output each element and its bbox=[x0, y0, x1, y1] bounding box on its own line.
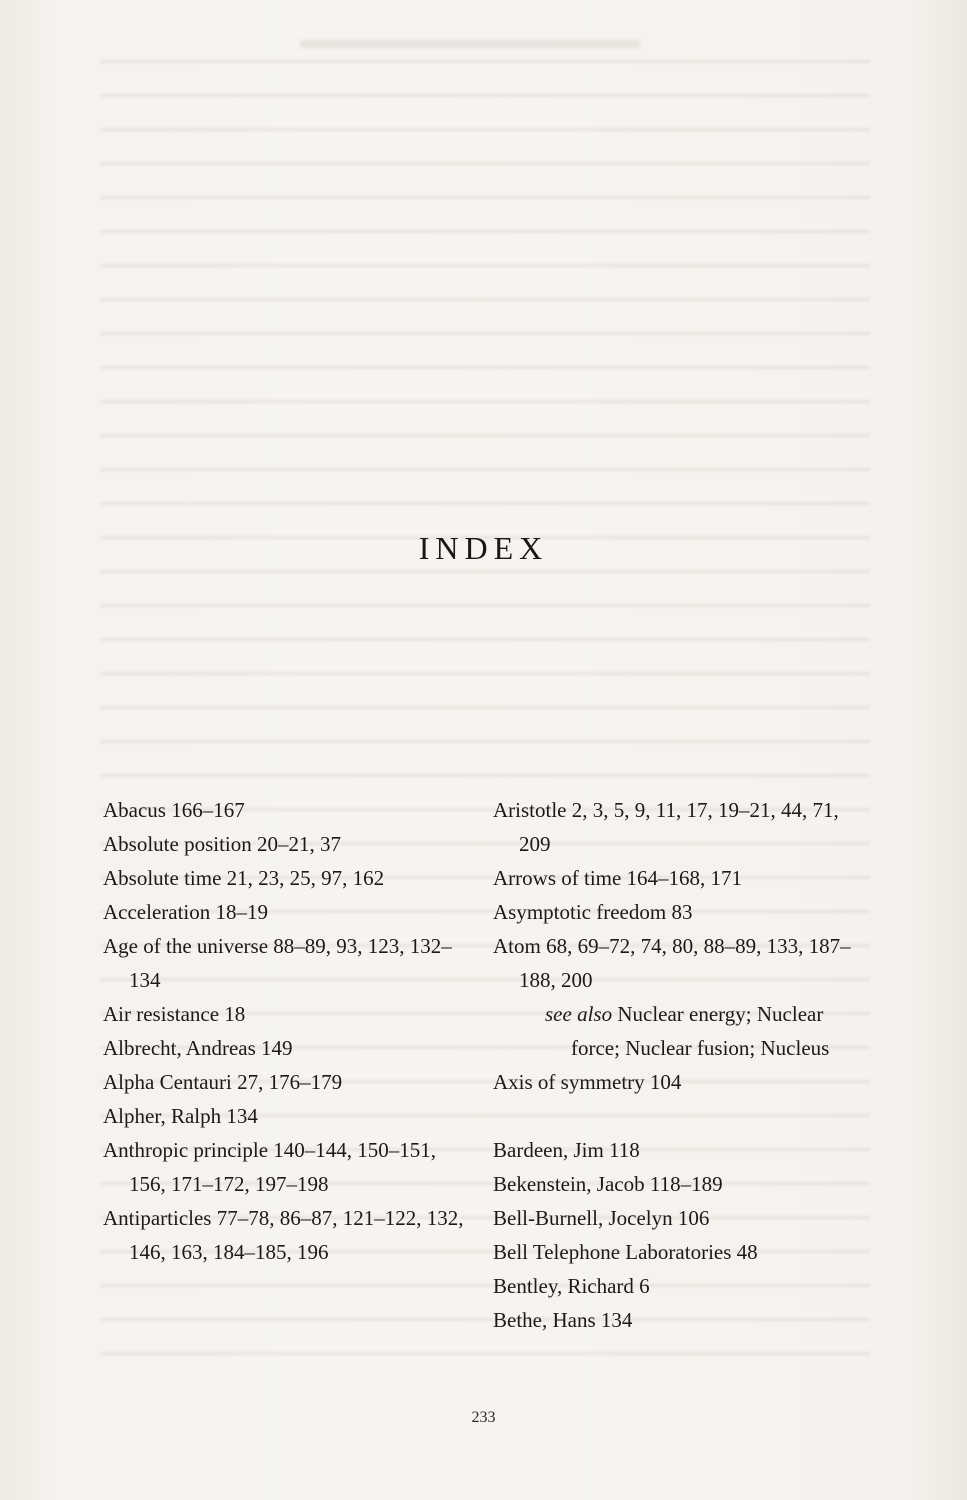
index-entry: Aristotle 2, 3, 5, 9, 11, 17, 19–21, 44, 71, 209 bbox=[493, 798, 839, 856]
index-entry-text: Atom 68, 69–72, 74, 80, 88–89, 133, 187–188, 200 bbox=[493, 934, 851, 992]
index-entry: Acceleration 18–19 bbox=[103, 900, 269, 924]
index-entry: Bekenstein, Jacob 118–189 bbox=[493, 1172, 723, 1196]
index-column-right bbox=[493, 793, 863, 1337]
index-entry: Albrecht, Andreas 149 bbox=[103, 1036, 293, 1060]
index-entry: Bell-Burnell, Jocelyn 106 bbox=[493, 1206, 710, 1230]
index-entry: Alpha Centauri 27, 176–179 bbox=[103, 1070, 343, 1094]
index-entry: Absolute time 21, 23, 25, 97, 162 bbox=[103, 866, 385, 890]
see-also-reference bbox=[519, 997, 863, 1065]
index-entry: Bethe, Hans 134 bbox=[493, 1308, 633, 1332]
page-number: 233 bbox=[471, 1409, 496, 1426]
see-also-label: see also bbox=[545, 1002, 613, 1026]
bleed-through-header bbox=[300, 40, 640, 48]
index-column-left bbox=[103, 793, 473, 1269]
page-title: INDEX bbox=[418, 530, 549, 566]
index-entry: Absolute position 20–21, 37 bbox=[103, 832, 342, 856]
index-entry: Anthropic principle 140–144, 150–151, 156, 171–172, 197–198 bbox=[103, 1138, 437, 1196]
index-entry: Axis of symmetry 104 bbox=[493, 1070, 682, 1094]
index-entry: Antiparticles 77–78, 86–87, 121–122, 132, 146, 163, 184–185, 196 bbox=[103, 1206, 464, 1264]
index-entry: Bell Telephone Laboratories 48 bbox=[493, 1240, 758, 1264]
index-entry: Alpher, Ralph 134 bbox=[103, 1104, 258, 1128]
letter-group-spacer bbox=[493, 1099, 863, 1133]
index-entry: Arrows of time 164–168, 171 bbox=[493, 866, 743, 890]
index-entry: Bentley, Richard 6 bbox=[493, 1274, 650, 1298]
index-entry: Age of the universe 88–89, 93, 123, 132–134 bbox=[103, 934, 452, 992]
index-entry-atom bbox=[493, 929, 863, 1065]
index-entry: Bardeen, Jim 118 bbox=[493, 1138, 640, 1162]
index-entry: Abacus 166–167 bbox=[103, 798, 245, 822]
index-entry: Asymptotic freedom 83 bbox=[493, 900, 693, 924]
see-also-text: Nuclear energy; Nuclear force; Nuclear fusion; Nucleus bbox=[571, 1002, 830, 1060]
index-entry: Air resistance 18 bbox=[103, 1002, 246, 1026]
